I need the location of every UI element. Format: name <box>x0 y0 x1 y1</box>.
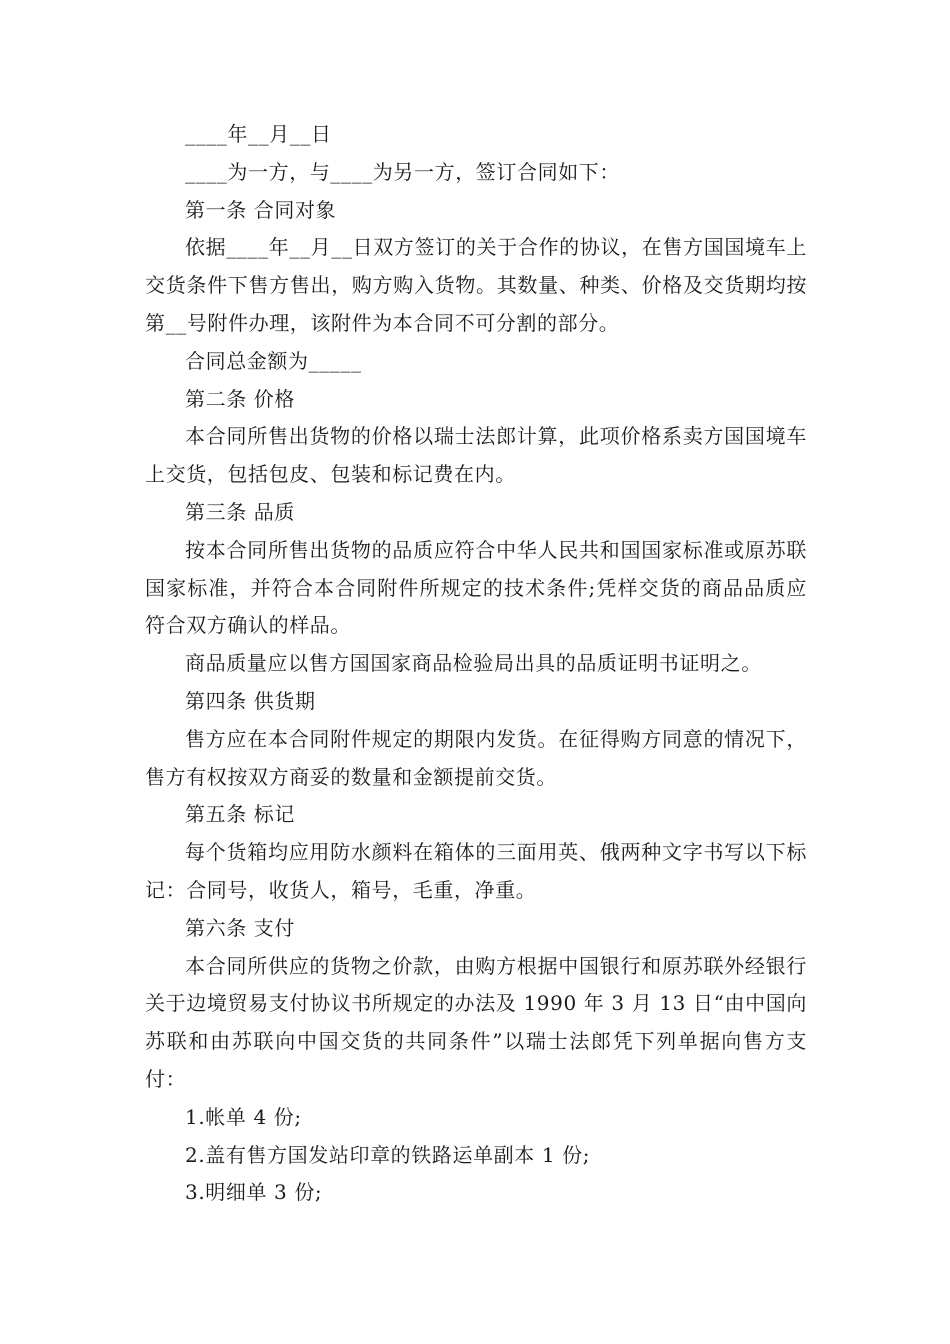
article-4-paragraph: 售方应在本合同附件规定的期限内发货。在征得购方同意的情况下，售方有权按双方商妥的数量和金额提前交货。 <box>145 726 807 789</box>
list-item-2: 2.盖有售方国发站印章的铁路运单副本 1 份; <box>185 1142 591 1167</box>
article-1-heading: 第一条 合同对象 <box>185 197 337 222</box>
article-4-heading: 第四条 供货期 <box>185 688 316 713</box>
article-6-paragraph: 本合同所供应的货物之价款，由购方根据中国银行和原苏联外经银行关于边境贸易支付协议书所规定的办法及 1990 年 3 月 13 日“由中国向苏联和由苏联向中国交货的共同条件”以瑞士法郎凭下列单据向售方支付： <box>145 953 807 1091</box>
list-item-3: 3.明细单 3 份; <box>185 1180 323 1205</box>
article-5-paragraph: 每个货箱均应用防水颜料在箱体的三面用英、俄两种文字书写以下标记：合同号，收货人，箱号，毛重，净重。 <box>145 840 807 902</box>
article-1-paragraph: 依据____年__月__日双方签订的关于合作的协议，在售方国国境车上交货条件下售方售出，购方购入货物。其数量、种类、价格及交货期均按第__号附件办理，该附件为本合同不可分割的部分。 <box>145 235 807 335</box>
article-3-paragraph: 按本合同所售出货物的品质应符合中华人民共和国国家标准或原苏联国家标准，并符合本合同附件所规定的技术条件;凭样交货的商品品质应符合双方确认的样品。 <box>145 537 807 638</box>
list-item-1: 1.帐单 4 份; <box>185 1104 302 1129</box>
article-2-paragraph: 本合同所售出货物的价格以瑞士法郎计算，此项价格系卖方国国境车上交货，包括包皮、包装和标记费在内。 <box>145 424 807 487</box>
article-5-heading: 第五条 标记 <box>185 802 295 827</box>
article-3-paragraph-2: 商品质量应以售方国国家商品检验局出具的品质证明书证明之。 <box>185 651 762 676</box>
article-2-heading: 第二条 价格 <box>185 386 295 411</box>
parties-line: ____为一方，与____为另一方，签订合同如下： <box>185 159 620 184</box>
article-6-heading: 第六条 支付 <box>185 915 295 940</box>
total-amount-line: 合同总金额为_____ <box>185 348 362 373</box>
document-page <box>145 116 807 1212</box>
article-3-heading: 第三条 品质 <box>185 499 295 524</box>
date-line: ____年__月__日 <box>185 122 332 146</box>
